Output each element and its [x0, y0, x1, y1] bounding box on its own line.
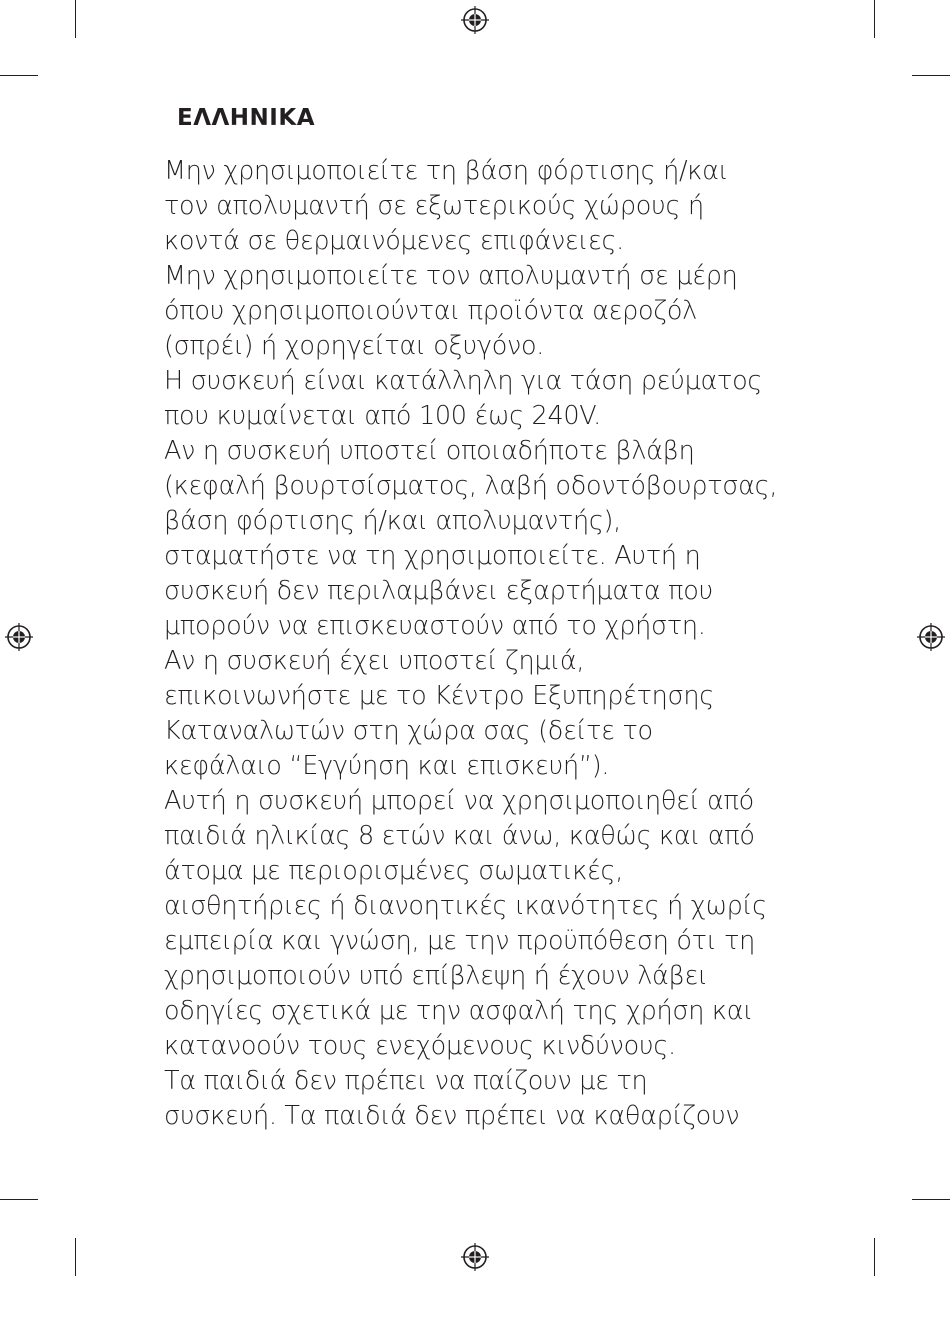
text-line: κατανοούν τους ενεχόμενους κινδύνους.: [164, 1031, 676, 1061]
text-line: Αν η συσκευή έχει υποστεί ζημιά,: [164, 646, 585, 676]
crop-mark-bottom-left-horizontal: [0, 1199, 38, 1200]
text-line: που κυμαίνεται από 100 έως 240V.: [164, 401, 601, 431]
text-line: κοντά σε θερμαινόμενες επιφάνειες.: [164, 226, 624, 256]
body-text: [164, 154, 854, 1134]
text-line: συσκευή. Τα παιδιά δεν πρέπει να καθαρίζουν: [164, 1101, 740, 1131]
text-line: παιδιά ηλικίας 8 ετών και άνω, καθώς και από: [164, 821, 755, 851]
section-title: ΕΛΛΗΝΙΚΑ: [177, 105, 315, 131]
crop-mark-top-right-horizontal: [912, 75, 950, 76]
crop-mark-top-right-vertical: [874, 0, 875, 38]
crop-mark-bottom-right-vertical: [874, 1238, 875, 1276]
text-line: συσκευή δεν περιλαμβάνει εξαρτήματα που: [164, 576, 713, 606]
text-line: κεφάλαιο “Εγγύηση και επισκευή”).: [164, 751, 610, 781]
text-line: αισθητήριες ή διανοητικές ικανότητες ή χωρίς: [164, 891, 767, 921]
text-line: χρησιμοποιούν υπό επίβλεψη ή έχουν λάβει: [164, 961, 708, 991]
registration-mark-top-icon: [460, 5, 490, 35]
text-line: τον απολυμαντή σε εξωτερικούς χώρους ή: [164, 191, 704, 221]
crop-mark-top-left-horizontal: [0, 75, 38, 76]
text-line: Η συσκευή είναι κατάλληλη για τάση ρεύματος: [164, 366, 763, 396]
text-line: (κεφαλή βουρτσίσματος, λαβή οδοντόβουρτσας,: [164, 471, 778, 501]
text-line: οδηγίες σχετικά με την ασφαλή της χρήση και: [164, 996, 753, 1026]
text-line: σταματήστε να τη χρησιμοποιείτε. Αυτή η: [164, 541, 701, 571]
text-line: επικοινωνήστε με το Κέντρο Εξυπηρέτησης: [164, 681, 714, 711]
crop-mark-bottom-right-horizontal: [912, 1199, 950, 1200]
registration-mark-right-icon: [916, 622, 946, 652]
text-line: Τα παιδιά δεν πρέπει να παίζουν με τη: [164, 1066, 648, 1096]
text-line: όπου χρησιμοποιούνται προϊόντα αεροζόλ: [164, 296, 697, 326]
text-line: βάση φόρτισης ή/και απολυμαντής),: [164, 506, 621, 536]
registration-mark-left-icon: [4, 622, 34, 652]
text-line: (σπρέι) ή χορηγείται οξυγόνο.: [164, 331, 545, 361]
text-line: Αν η συσκευή υποστεί οποιαδήποτε βλάβη: [164, 436, 695, 466]
text-line: Αυτή η συσκευή μπορεί να χρησιμοποιηθεί από: [164, 786, 754, 816]
registration-mark-bottom-icon: [460, 1242, 490, 1272]
text-line: Μην χρησιμοποιείτε τη βάση φόρτισης ή/και: [164, 156, 729, 186]
crop-mark-top-left-vertical: [75, 0, 76, 38]
text-line: Μην χρησιμοποιείτε τον απολυμαντή σε μέρη: [164, 261, 738, 291]
text-line: μπορούν να επισκευαστούν από το χρήστη.: [164, 611, 706, 641]
crop-mark-bottom-left-vertical: [75, 1238, 76, 1276]
text-line: εμπειρία και γνώση, με την προϋπόθεση ότι τη: [164, 926, 756, 956]
text-line: άτομα με περιορισμένες σωματικές,: [164, 856, 624, 886]
text-line: Καταναλωτών στη χώρα σας (δείτε το: [164, 716, 653, 746]
